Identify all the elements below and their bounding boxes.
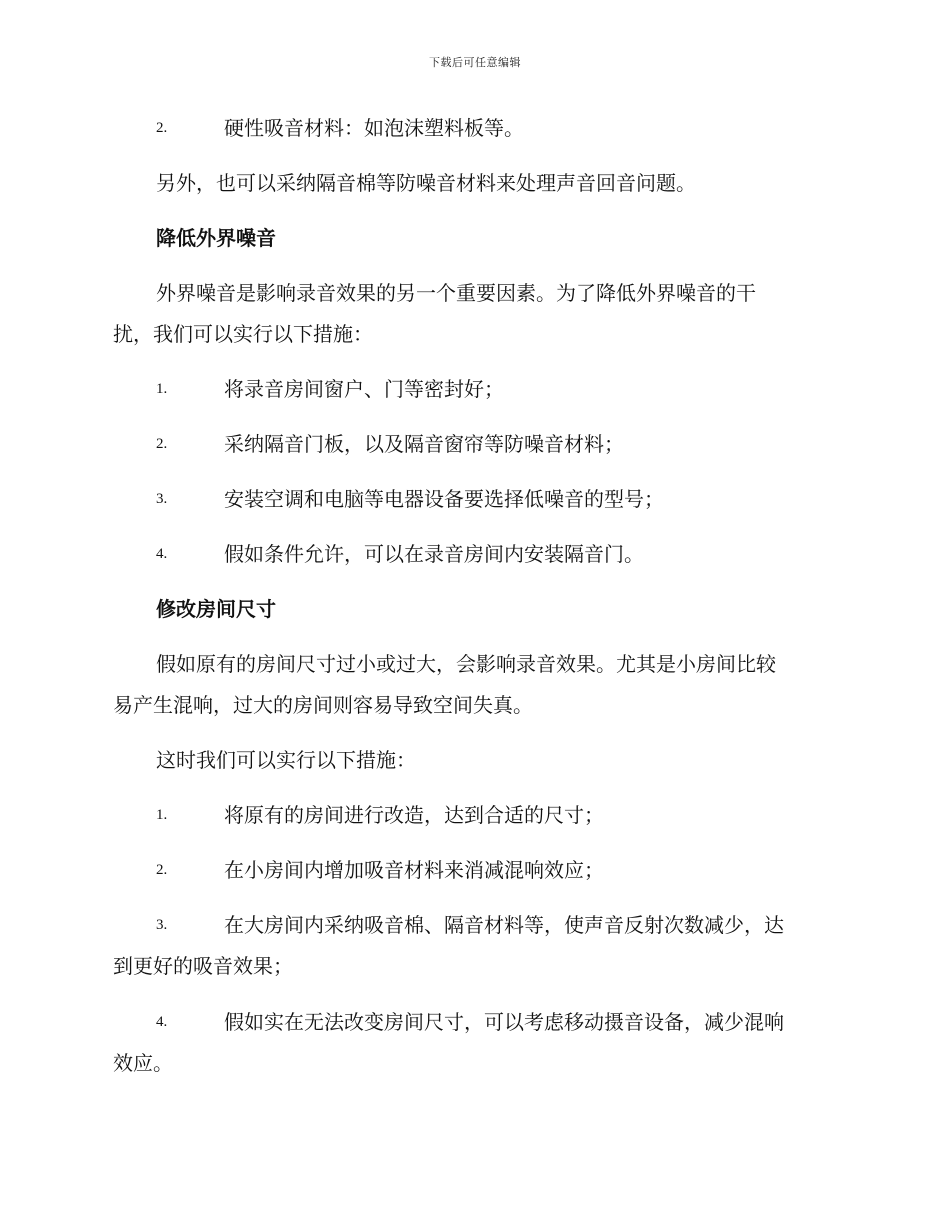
paragraph-room-line-2: 易产生混响，过大的房间则容易导致空间失真。	[113, 693, 533, 717]
list-text-continuation: 到更好的吸音效果；	[113, 954, 293, 978]
list-item	[0, 856, 950, 884]
list-text: 假如条件允许，可以在录音房间内安装隔音门。	[224, 542, 644, 566]
paragraph-other: 另外，也可以采纳隔音棉等防噪音材料来处理声音回音问题。	[156, 171, 696, 195]
list-text: 将录音房间窗户、门等密封好；	[224, 377, 504, 401]
list-number: 1.	[156, 807, 168, 823]
list-item	[0, 375, 950, 403]
list-item	[0, 540, 950, 568]
list-item	[0, 801, 950, 829]
list-text: 硬性吸音材料：如泡沫塑料板等。	[224, 116, 524, 140]
list-number: 4.	[156, 546, 168, 562]
list-text: 在小房间内增加吸音材料来消减混响效应；	[224, 858, 604, 882]
list-number: 4.	[156, 1014, 168, 1030]
list-item	[0, 911, 950, 939]
heading-room-size: 修改房间尺寸	[156, 597, 276, 621]
list-item	[0, 1008, 950, 1036]
paragraph-noise-line-2: 扰，我们可以实行以下措施：	[113, 322, 373, 346]
list-text: 将原有的房间进行改造，达到合适的尺寸；	[224, 803, 604, 827]
list-item	[0, 430, 950, 458]
paragraph-room-line-1: 假如原有的房间尺寸过小或过大，会影响录音效果。尤其是小房间比较	[156, 652, 776, 676]
list-number: 2.	[156, 436, 168, 452]
list-number: 3.	[156, 491, 168, 507]
list-text: 在大房间内采纳吸音棉、隔音材料等，使声音反射次数减少，达	[224, 913, 784, 937]
paragraph-measures: 这时我们可以实行以下措施：	[156, 748, 416, 772]
list-number: 1.	[156, 381, 168, 397]
page-header: 下载后可任意编辑	[429, 56, 521, 69]
list-number: 3.	[156, 917, 168, 933]
list-text-continuation: 效应。	[113, 1051, 173, 1075]
list-number: 2.	[156, 120, 168, 136]
list-text: 假如实在无法改变房间尺寸，可以考虑移动摄音设备，减少混响	[224, 1010, 784, 1034]
list-text: 安装空调和电脑等电器设备要选择低噪音的型号；	[224, 487, 664, 511]
list-text: 采纳隔音门板，以及隔音窗帘等防噪音材料；	[224, 432, 624, 456]
list-item	[0, 114, 950, 142]
list-number: 2.	[156, 862, 168, 878]
list-item	[0, 485, 950, 513]
paragraph-noise-line-1: 外界噪音是影响录音效果的另一个重要因素。为了降低外界噪音的干	[156, 281, 756, 305]
heading-reduce-noise: 降低外界噪音	[156, 226, 276, 250]
